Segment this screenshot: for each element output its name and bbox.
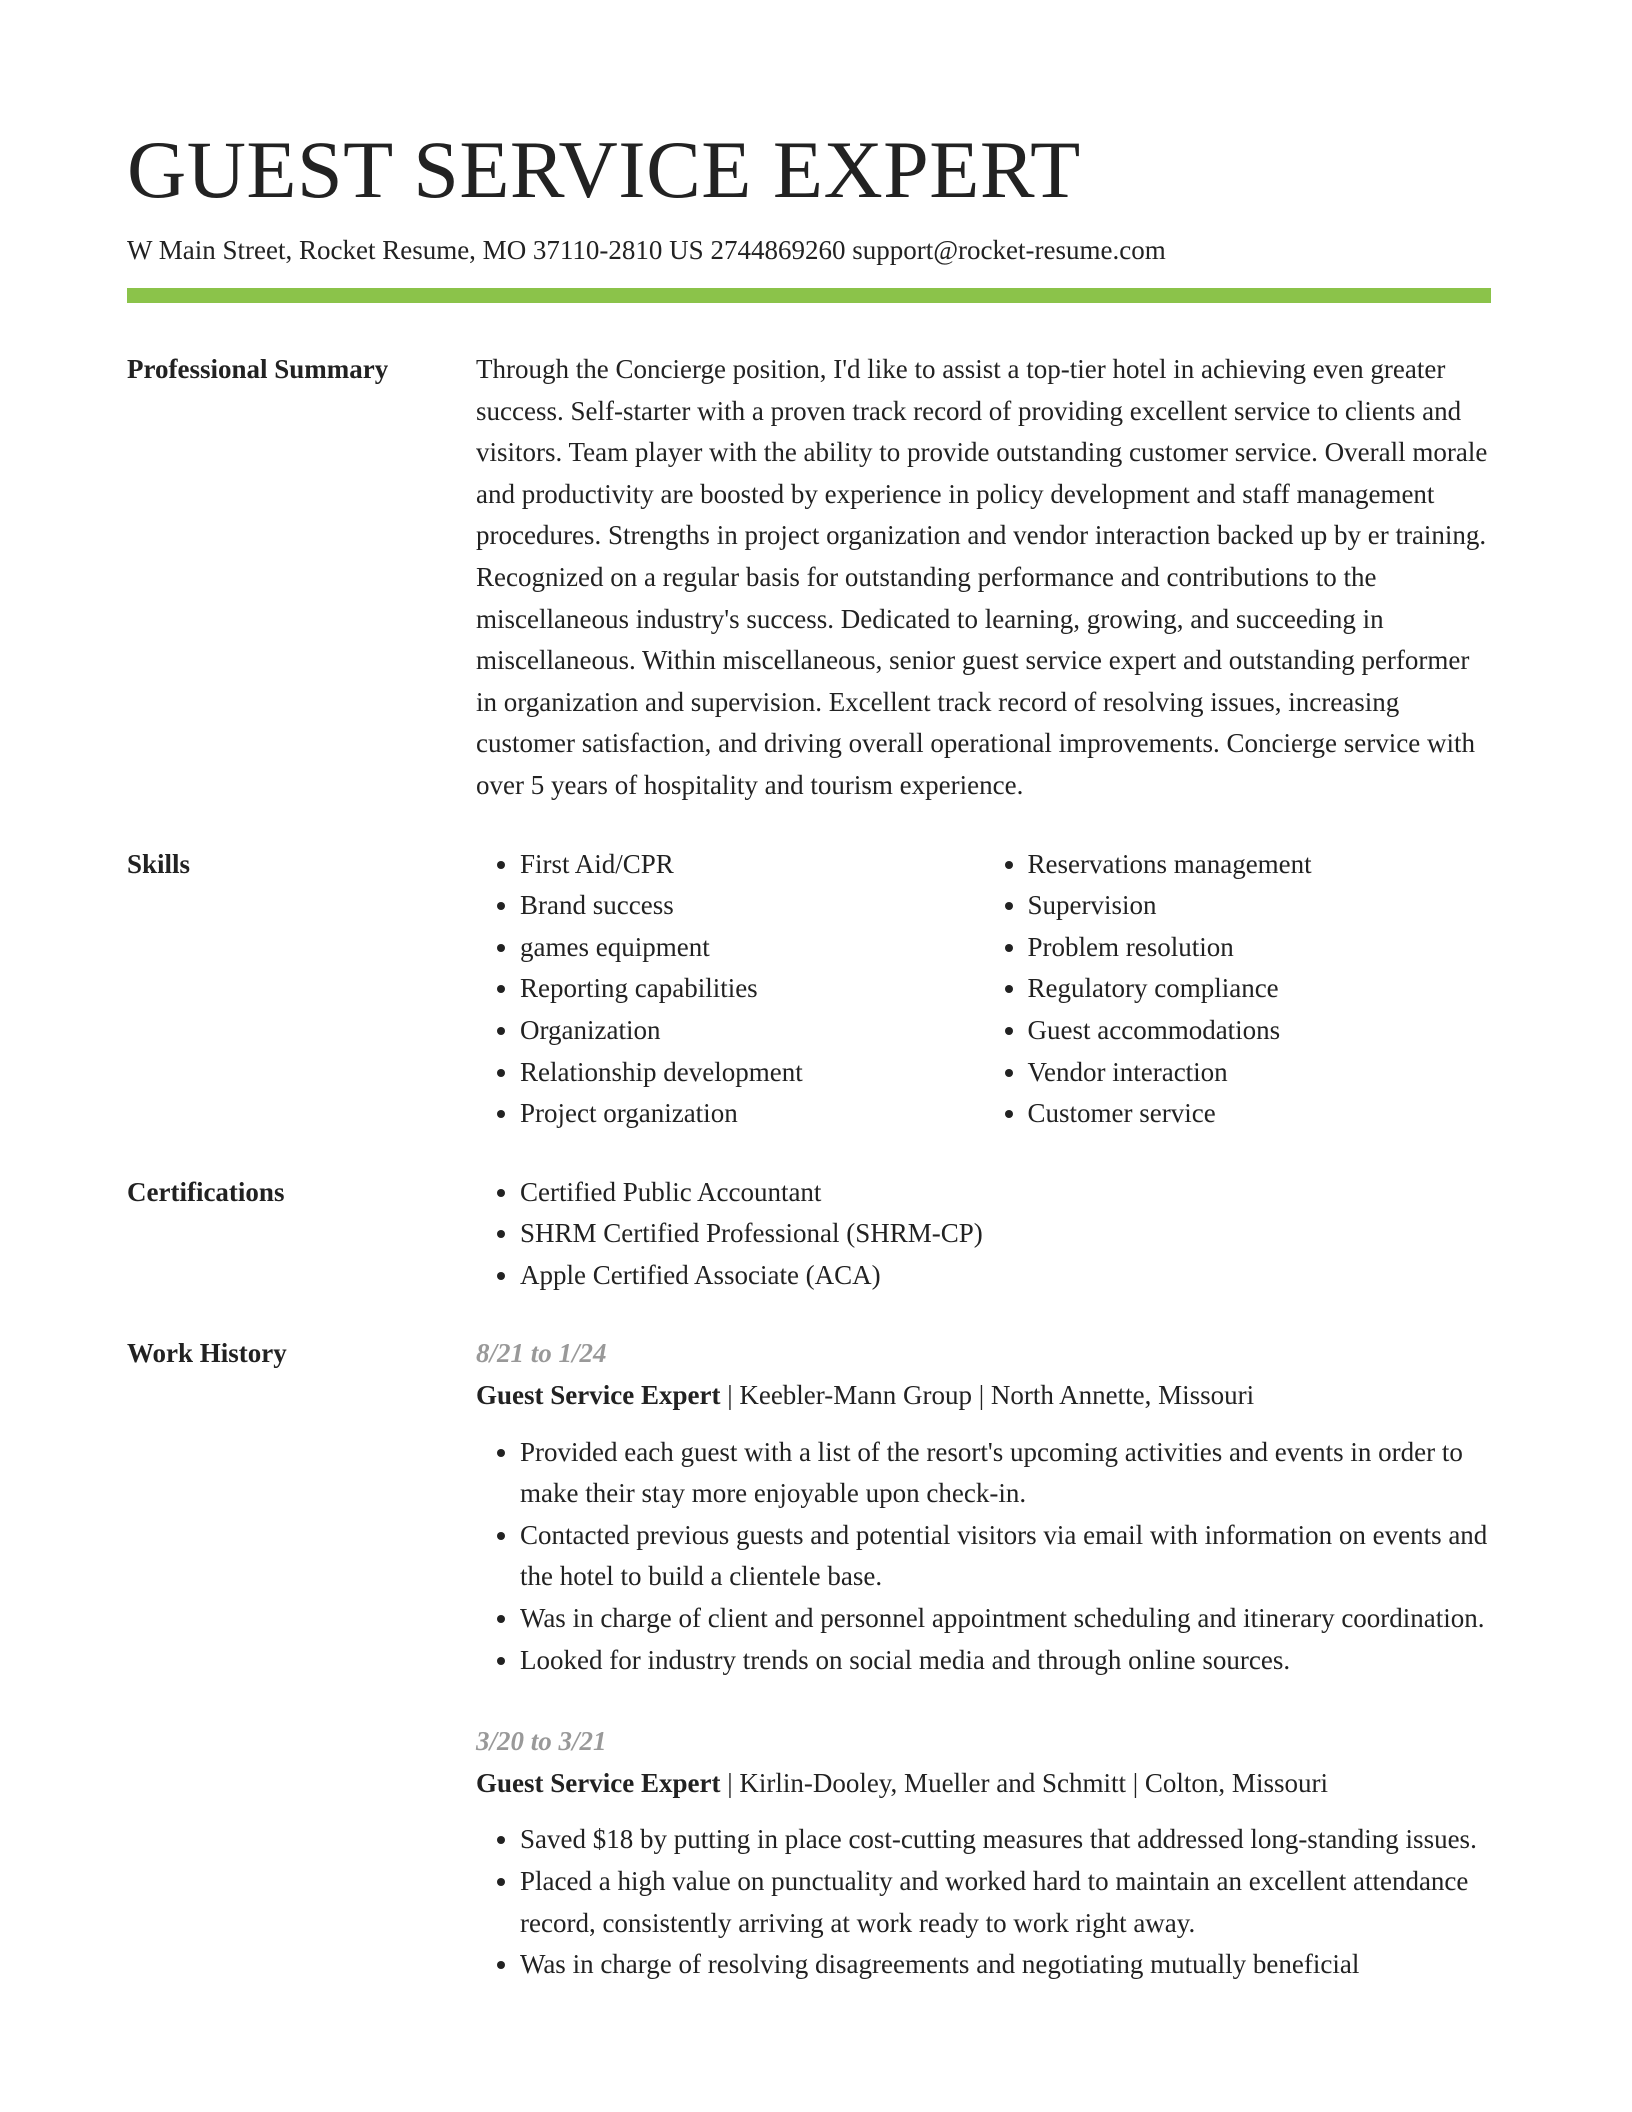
job-details: | Keebler-Mann Group | North Annette, Missouri [720, 1380, 1255, 1411]
job-bullet: • Contacted previous guests and potential visitors via email with information on events and the hotel to build a clientele base. [520, 1515, 1491, 1598]
job-heading [476, 1375, 1491, 1417]
job-bullets [476, 1819, 1491, 1985]
job-title: Guest Service Expert [476, 1767, 721, 1798]
skill-item: • Guest accommodations [1028, 1010, 1492, 1052]
job-bullet: • Was in charge of client and personnel appointment scheduling and itinerary coordination. [520, 1598, 1491, 1640]
skill-item: • Organization [520, 1010, 984, 1052]
summary-section [127, 349, 1491, 807]
certification-item: • SHRM Certified Professional (SHRM-CP) [520, 1213, 1491, 1255]
work-history-label: Work History [127, 1338, 287, 1369]
certification-item: • Certified Public Accountant [520, 1172, 1491, 1214]
skill-item: • Problem resolution [1028, 927, 1492, 969]
skills-label: Skills [127, 848, 191, 879]
job-bullet: • Looked for industry trends on social media and through online sources. [520, 1640, 1491, 1682]
skills-section [127, 844, 1491, 1135]
job-bullet: • Provided each guest with a list of the resort's upcoming activities and events in order to make their stay more enjoyable upon check-in. [520, 1432, 1491, 1515]
skill-item: • games equipment [520, 927, 984, 969]
skill-item: • First Aid/CPR [520, 844, 984, 886]
certifications-label: Certifications [127, 1176, 285, 1207]
certifications-list [476, 1172, 1491, 1297]
candidate-name: GUEST SERVICE EXPERT [127, 124, 1081, 215]
skill-item: • Customer service [1028, 1093, 1492, 1135]
job-dates: 8/21 to 1/24 [476, 1338, 607, 1369]
skill-item: • Project organization [520, 1093, 984, 1135]
job-dates: 3/20 to 3/21 [476, 1726, 607, 1757]
job-bullet: • Placed a high value on punctuality and worked hard to maintain an excellent attendance record, consistently arriving at work ready to work right away. [520, 1861, 1491, 1944]
job-entry [476, 1333, 1491, 1681]
job-bullets [476, 1432, 1491, 1682]
skill-item: • Brand success [520, 885, 984, 927]
skills-content [476, 844, 1491, 1135]
skill-item: • Reservations management [1028, 844, 1492, 886]
job-bullet: • Saved $18 by putting in place cost-cutting measures that addressed long-standing issues. [520, 1819, 1491, 1861]
skill-item: • Vendor interaction [1028, 1052, 1492, 1094]
certifications-content [476, 1172, 1491, 1297]
accent-divider [127, 288, 1491, 303]
skills-list-left [476, 844, 984, 1135]
job-details: | Kirlin-Dooley, Mueller and Schmitt | Colton, Missouri [720, 1767, 1328, 1798]
job-title: Guest Service Expert [476, 1380, 721, 1411]
certifications-section [127, 1172, 1491, 1297]
skills-list-right [984, 844, 1492, 1135]
contact-info: W Main Street, Rocket Resume, MO 37110-2810 US 2744869260 support@rocket-resume.com [127, 235, 1166, 265]
summary-text: Through the Concierge position, I'd like to assist a top-tier hotel in achieving even greater success. Self-starter with a proven track record of providing excellent service to clients and visitors. Team player with the ability to provide outstanding customer service. Overall morale and productivity are boosted by experience in policy development and staff management procedures. Strengths in project organization and vendor interaction backed up by er training. Recognized on a regular basis for outstanding performance and contributions to the miscellaneous industry's success. Dedicated to learning, growing, and succeeding in miscellaneous. Within miscellaneous, senior guest service expert and outstanding performer in organization and supervision. Excellent track record of resolving issues, increasing customer satisfaction, and driving overall operational improvements. Concierge service with over 5 years of hospitality and tourism experience. [476, 354, 1488, 800]
skill-item: • Reporting capabilities [520, 968, 984, 1010]
certification-item: • Apple Certified Associate (ACA) [520, 1255, 1491, 1297]
summary-content [476, 349, 1491, 807]
work-history-content [476, 1333, 1491, 2025]
resume-page [127, 0, 1491, 2026]
work-history-section [127, 1333, 1491, 2025]
job-entry [476, 1721, 1491, 1986]
job-heading [476, 1763, 1491, 1805]
summary-label: Professional Summary [127, 354, 389, 384]
job-bullet: • Was in charge of resolving disagreements and negotiating mutually beneficial [520, 1944, 1491, 1986]
skill-item: • Regulatory compliance [1028, 968, 1492, 1010]
skill-item: • Supervision [1028, 885, 1492, 927]
skill-item: • Relationship development [520, 1052, 984, 1094]
